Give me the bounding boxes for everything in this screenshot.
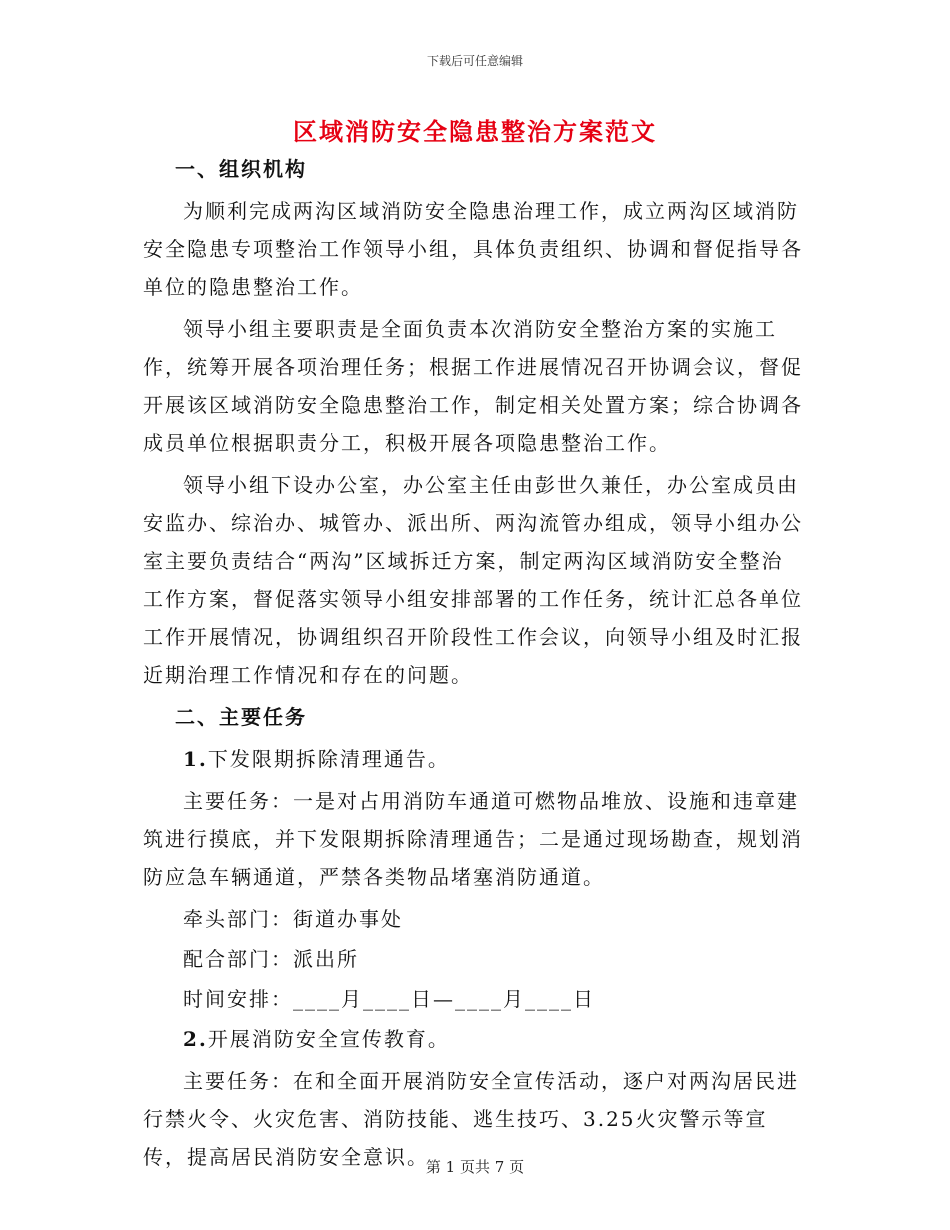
task-title [143, 1020, 803, 1058]
time-schedule: 时间安排：____月____日—____月____日 [183, 987, 595, 1011]
task-number: 2. [183, 1027, 208, 1051]
task-title-text: 开展消防安全宣传教育。 [207, 1027, 450, 1051]
lead-department: 牵头部门：街道办事处 [183, 907, 403, 931]
task-title [143, 740, 803, 778]
paragraph: 主要任务：在和全面开展消防安全宣传活动，逐户对两沟居民进行禁火令、火灾危害、消防技能、逃生技巧、3.25火灾警示等宣传，提高居民消防安全意识。 [143, 1069, 799, 1169]
document-title: 区域消防安全隐患整治方案范文 [293, 118, 657, 146]
paragraph: 领导小组下设办公室，办公室主任由彭世久兼任，办公室成员由安监办、综治办、城管办、派出所、两沟流管办组成，领导小组办公室主要负责结合“两沟”区域拆迁方案，制定两沟区域消防安全整治工作方案，督促落实领导小组安排部署的工作任务，统计汇总各单位工作开展情况，协调组织召开阶段性工作会议，向领导小组及时汇报近期治理工作情况和存在的问题。 [143, 473, 803, 687]
header-note: 下载后可任意编辑 [426, 54, 523, 68]
page-number: 第 1 页共 7 页 [425, 1158, 525, 1176]
document-body [143, 150, 803, 1180]
paragraph: 领导小组主要职责是全面负责本次消防安全整治方案的实施工作，统筹开展各项治理任务；根据工作进展情况召开协调会议，督促开展该区域消防安全隐患整治工作，制定相关处置方案；综合协调各成员单位根据职责分工，积极开展各项隐患整治工作。 [143, 317, 803, 455]
task-number: 1. [183, 747, 208, 771]
task-title-text: 下发限期拆除清理通告。 [207, 747, 450, 771]
paragraph: 为顺利完成两沟区域消防安全隐患治理工作，成立两沟区域消防安全隐患专项整治工作领导小组，具体负责组织、协调和督促指导各单位的隐患整治工作。 [143, 199, 803, 299]
paragraph: 主要任务：一是对占用消防车通道可燃物品堆放、设施和违章建筑进行摸底，并下发限期拆除清理通告；二是通过现场勘查，规划消防应急车辆通道，严禁各类物品堵塞消防通道。 [143, 789, 803, 889]
section-heading-main-tasks: 二、主要任务 [175, 705, 307, 729]
cooperating-department: 配合部门：派出所 [183, 947, 359, 971]
section-heading-organization: 一、组织机构 [175, 157, 307, 181]
